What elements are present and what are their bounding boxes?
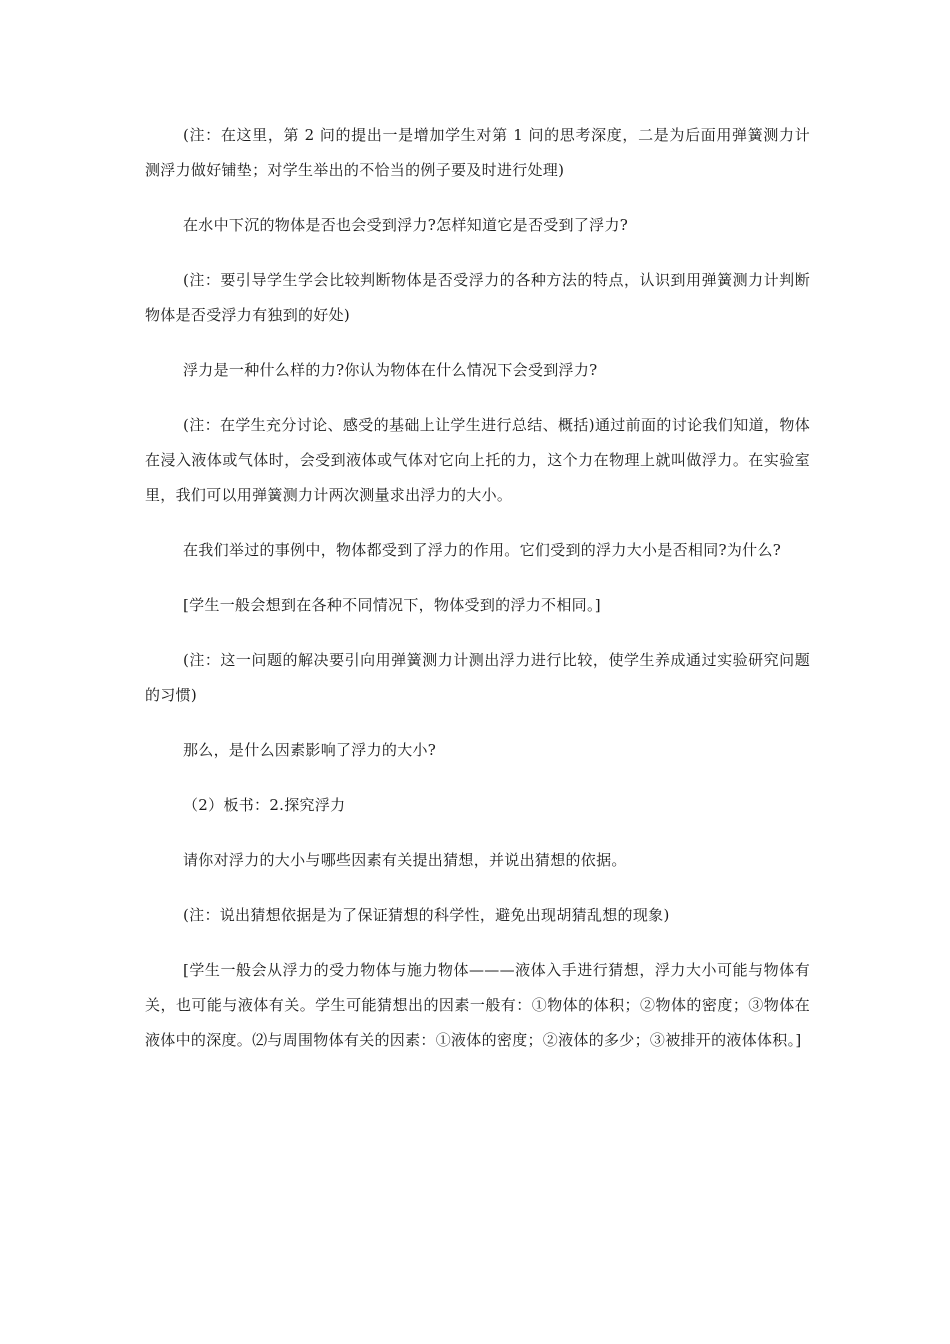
student-response-paragraph: [学生一般会想到在各种不同情况下，物体受到的浮力不相同。] xyxy=(183,596,601,614)
note-paragraph: (注：在这里，第 2 问的提出一是增加学生对第 1 问的思考深度，二是为后面用弹簧测力计测浮力做好铺垫；对学生举出的不恰当的例子要及时进行处理) xyxy=(145,126,810,179)
note-paragraph: (注：在学生充分讨论、感受的基础上让学生进行总结、概括)通过前面的讨论我们知道，物体在浸入液体或气体时，会受到液体或气体对它向上托的力，这个力在物理上就叫做浮力。在实验室里，我们可以用弹簧测力计两次测量求出浮力的大小。 xyxy=(145,416,810,504)
instruction-paragraph: 请你对浮力的大小与哪些因素有关提出猜想，并说出猜想的依据。 xyxy=(183,851,627,869)
note-paragraph: (注：说出猜想依据是为了保证猜想的科学性，避免出现胡猜乱想的现象) xyxy=(183,906,670,924)
question-paragraph: 那么，是什么因素影响了浮力的大小? xyxy=(183,741,437,759)
student-response-paragraph: [学生一般会从浮力的受力物体与施力物体———液体入手进行猜想，浮力大小可能与物体有关，也可能与液体有关。学生可能猜想出的因素一般有：①物体的体积；②物体的密度；③物体在液体中的深度。⑵与周围物体有关的因素：①液体的密度；②液体的多少；③被排开的液体体积。] xyxy=(145,961,810,1049)
question-paragraph: 浮力是一种什么样的力?你认为物体在什么情况下会受到浮力? xyxy=(183,361,598,379)
document-body xyxy=(145,118,810,1078)
question-paragraph: 在水中下沉的物体是否也会受到浮力?怎样知道它是否受到了浮力? xyxy=(183,216,629,234)
note-paragraph: (注：这一问题的解决要引向用弹簧测力计测出浮力进行比较，使学生养成通过实验研究问题的习惯) xyxy=(145,651,810,704)
note-paragraph: (注：要引导学生学会比较判断物体是否受浮力的各种方法的特点，认识到用弹簧测力计判断物体是否受浮力有独到的好处) xyxy=(145,271,810,324)
blackboard-heading: （2）板书：2.探究浮力 xyxy=(183,796,346,814)
question-paragraph: 在我们举过的事例中，物体都受到了浮力的作用。它们受到的浮力大小是否相同?为什么? xyxy=(183,541,782,559)
